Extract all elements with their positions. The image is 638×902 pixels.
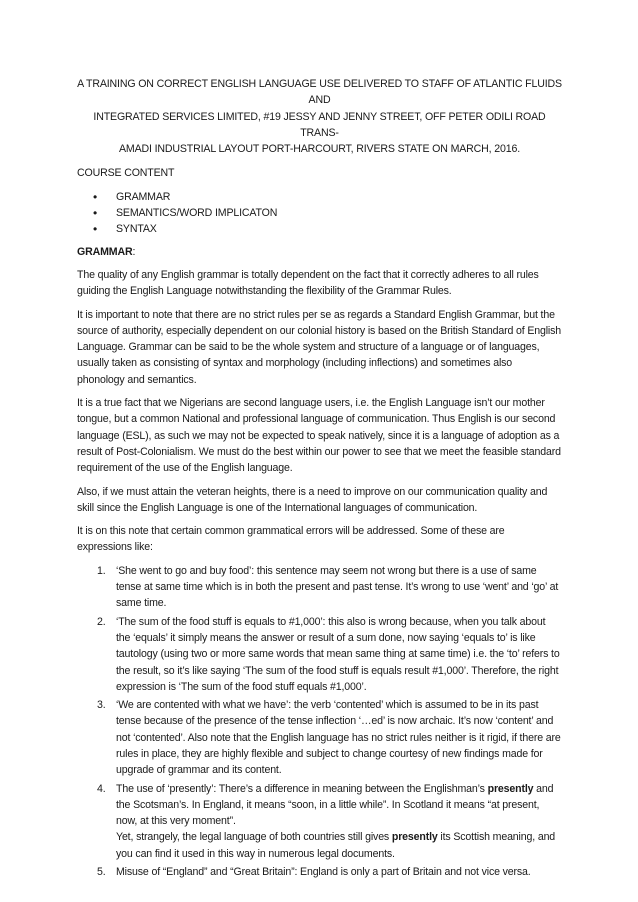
emphasis-word: presently xyxy=(487,782,534,795)
paragraph: It is important to note that there are no strict rules per se as regards a Standard English Grammar, but the source of authority, especially dependent on our colonial history is based on the British Standard of English Language. Grammar can be said to be the whole system and structure of a language or of languages, usually taken as consisting of syntax and morphology (including inflections) and sometimes also phonology and semantics. xyxy=(77,308,562,386)
emphasis-word: presently xyxy=(391,831,438,844)
paragraph: Also, if we must attain the veteran heights, there is a need to improve on our communication quality and skill since the English Language is one of the International languages of communication. xyxy=(77,485,548,514)
list-item xyxy=(77,614,562,695)
list-item-text: its Scottish meaning, and you can find it used in this way in numerous legal documents. xyxy=(116,831,556,860)
list-number: 2. xyxy=(97,615,106,628)
paragraph: The quality of any English grammar is totally dependent on the fact that it correctly adheres to all rules guiding the English Language notwithstanding the flexibility of the Grammar Rules. xyxy=(77,268,539,298)
list-item: • SYNTAX xyxy=(77,221,562,237)
list-number: 4. xyxy=(97,782,106,795)
list-item xyxy=(77,697,562,778)
list-item-text: Yet, strangely, the legal language of both countries still gives xyxy=(116,831,392,844)
grammar-heading-text: GRAMMAR xyxy=(77,245,133,258)
error-examples-list xyxy=(77,563,562,881)
list-item-text: ‘We are contented with what we have’: the verb ‘contented’ which is assumed to be in its past tense because of the presence of the tense inflection ‘…ed’ is now archaic. It’s now ‘content’ and not ‘contented’. Also note that the English language has no strict rules neither is it rigid, if there are rules in place, they are highly flexible and subject to change courtesy of new findings made for upgrade of grammar and its content. xyxy=(116,699,561,777)
list-item xyxy=(77,864,562,880)
list-item: • GRAMMAR xyxy=(77,189,562,205)
list-number: 3. xyxy=(97,699,106,712)
list-item-text: The use of ‘presently’: There’s a difference in meaning between the Englishman’s xyxy=(116,782,488,795)
title-line: INTEGRATED SERVICES LIMITED, #19 JESSY AND JENNY STREET, OFF PETER ODILI ROAD TRANS- xyxy=(93,110,546,139)
paragraph: It is on this note that certain common grammatical errors will be addressed. Some of these are expressions like: xyxy=(77,525,505,554)
grammar-heading xyxy=(77,244,562,260)
list-item-text: ‘The sum of the food stuff is equals to #1,000’: this also is wrong because, when you talk about the ‘equals’ it simply means the answer or result of a sum done, now saying ‘equals to’ is like tautology (using two or more same words that mean same thing at same time) i.e. the ‘to’ refers to the result, so it’s like saying ‘The sum of the food stuff is equals result #1,000’. Therefore, the right expression is ‘The sum of the food stuff equals #1,000’. xyxy=(116,615,560,693)
course-content-label: COURSE CONTENT xyxy=(77,167,175,180)
list-number: 1. xyxy=(97,564,106,577)
grammar-heading-colon: : xyxy=(132,245,136,258)
list-item: • SEMANTICS/WORD IMPLICATON xyxy=(77,205,562,221)
list-item-text: and the Scotsman’s. In England, it means “soon, in a little while”. In Scotland it means “at present, now, at this very moment”. xyxy=(116,782,554,828)
list-item-text: Misuse of “England” and “Great Britain”: England is only a part of Britain and not vice versa. xyxy=(116,866,531,879)
paragraph: It is a true fact that we Nigerians are second language users, i.e. the English Language isn’t our mother tongue, but a common National and professional language of communication. Thus English is our second language (ESL), as such we may not be expected to speak natively, since it is a language of adoption as a result of Post-Colonialism. We must do the best within our power to see that we meet the feasible standard requirement of the use of the English language. xyxy=(77,397,561,475)
title-line: AMADI INDUSTRIAL LAYOUT PORT-HARCOURT, RIVERS STATE ON MARCH, 2016. xyxy=(118,143,521,156)
list-item xyxy=(77,563,562,612)
list-item xyxy=(77,781,562,862)
list-number: 5. xyxy=(97,866,106,879)
document-title xyxy=(77,76,562,157)
list-item-text: ‘She went to go and buy food’: this sentence may seem not wrong but there is a use of same tense at same time which is in both the present and past tense. It’s wrong to use ‘went’ and ‘go’ at same time. xyxy=(116,564,559,610)
course-content-list xyxy=(77,189,562,238)
title-line: A TRAINING ON CORRECT ENGLISH LANGUAGE USE DELIVERED TO STAFF OF ATLANTIC FLUIDS AND xyxy=(77,78,562,107)
